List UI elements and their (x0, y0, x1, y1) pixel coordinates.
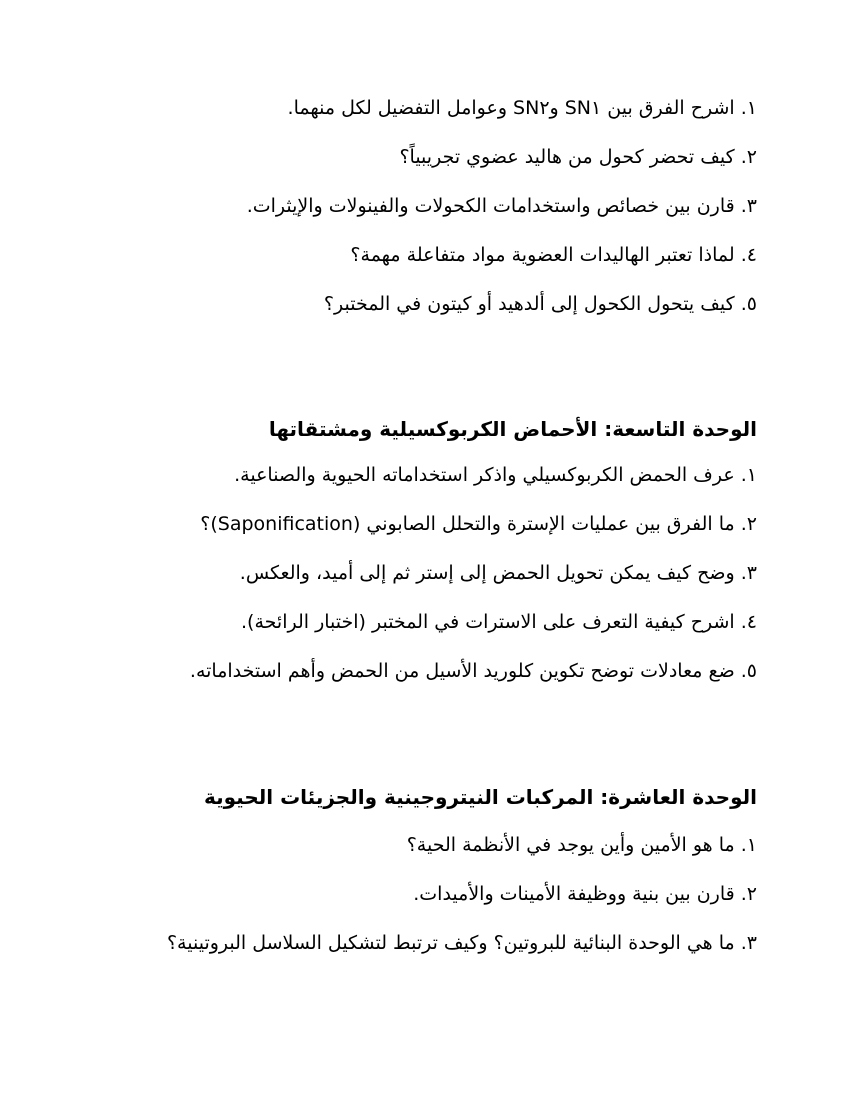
unit-9-section (57, 412, 757, 696)
question-item: ١. عرف الحمض الكربوكسيلي واذكر استخداماته الحيوية والصناعية. (234, 464, 757, 486)
unit-9-question-list (57, 451, 757, 696)
question-item: ٣. وضح كيف يمكن تحويل الحمض إلى إستر ثم إلى أميد، والعكس. (239, 562, 757, 584)
question-item: ١. اشرح الفرق بين SN١ وSN٢ وعوامل التفضيل لكل منهما. (287, 97, 757, 119)
intro-question-list (57, 84, 757, 329)
unit-10-question-list (57, 821, 757, 968)
question-item: ٥. كيف يتحول الكحول إلى ألدهيد أو كيتون في المختبر؟ (323, 293, 757, 315)
question-item: ٢. ما الفرق بين عمليات الإسترة والتحلل الصابوني (Saponification)؟ (200, 513, 757, 535)
unit-10-heading: الوحدة العاشرة: المركبات النيتروجينية والجزيئات الحيوية (203, 785, 757, 809)
unit-9-heading: الوحدة التاسعة: الأحماض الكربوكسيلية ومشتقاتها (268, 417, 757, 441)
question-item: ٣. قارن بين خصائص واستخدامات الكحولات والفينولات والإيثرات. (246, 195, 757, 217)
question-item: ٣. ما هي الوحدة البنائية للبروتين؟ وكيف ترتبط لتشكيل السلاسل البروتينية؟ (166, 932, 757, 954)
document-content (57, 84, 757, 968)
question-item: ٥. ضع معادلات توضح تكوين كلوريد الأسيل من الحمض وأهم استخداماته. (189, 660, 757, 682)
question-item: ٤. لماذا تعتبر الهاليدات العضوية مواد متفاعلة مهمة؟ (350, 244, 757, 266)
unit-10-section (57, 780, 757, 968)
question-item: ١. ما هو الأمين وأين يوجد في الأنظمة الحية؟ (406, 834, 757, 856)
question-item: ٢. قارن بين بنية ووظيفة الأمينات والأميدات. (413, 883, 757, 905)
question-item: ٢. كيف تحضر كحول من هاليد عضوي تجريبياً؟ (399, 146, 757, 168)
question-item: ٤. اشرح كيفية التعرف على الاسترات في المختبر (اختبار الرائحة). (241, 611, 757, 633)
